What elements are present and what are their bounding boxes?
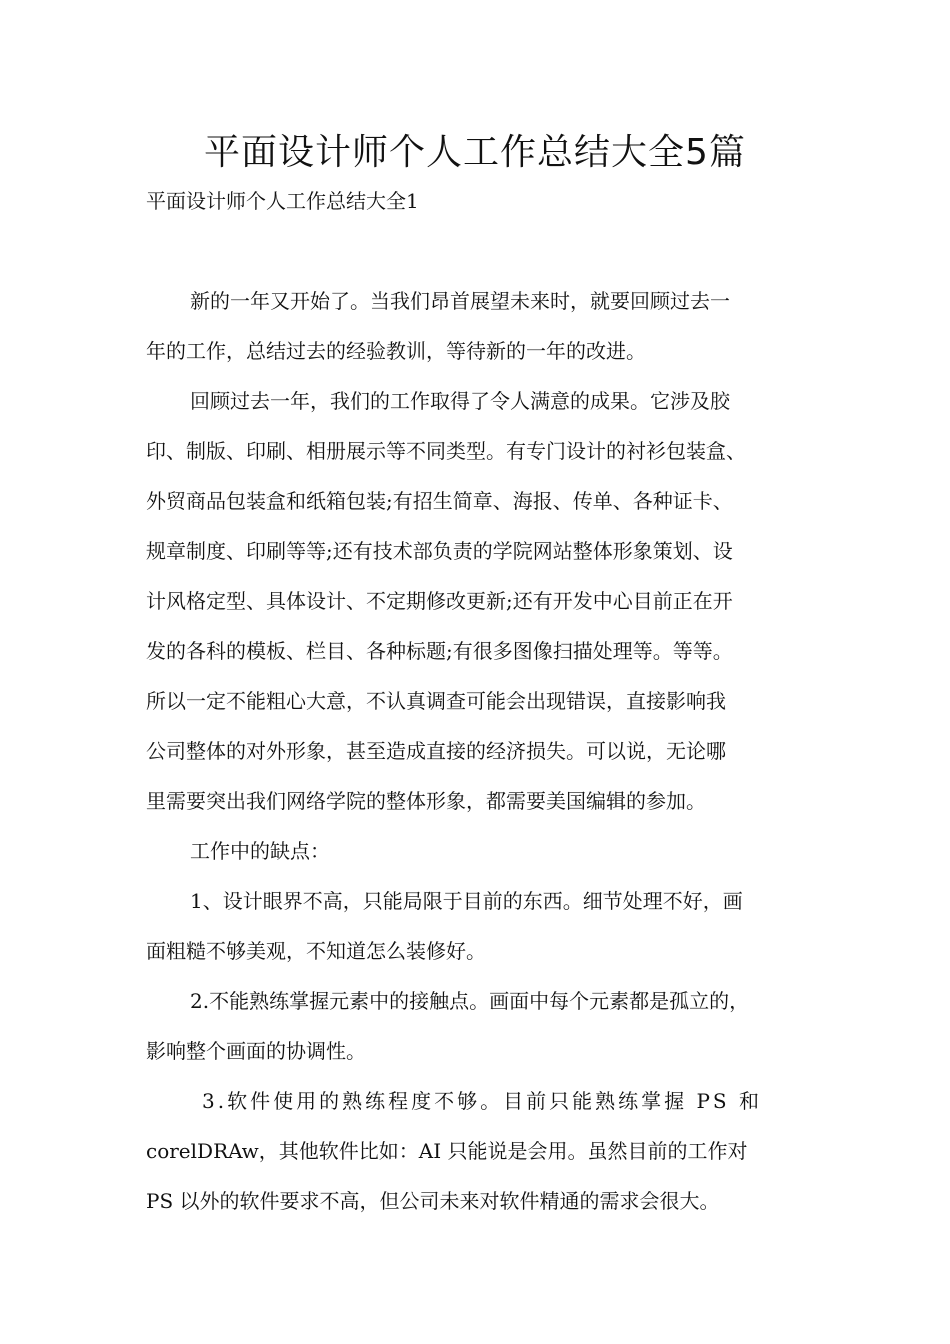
paragraph-line: 年的工作，总结过去的经验教训，等待新的一年的改进。 [146, 339, 646, 363]
paragraph-line: 新的一年又开始了。当我们昂首展望未来时，就要回顾过去一 [190, 289, 730, 313]
list-item-line: PS 以外的软件要求不高，但公司未来对软件精通的需求会很大。 [146, 1189, 720, 1213]
list-item-line: 2.不能熟练掌握元素中的接触点。画面中每个元素都是孤立的， [190, 989, 750, 1013]
paragraph-line: 发的各科的模板、栏目、各种标题;有很多图像扫描处理等。等等。 [146, 639, 733, 663]
paragraph-line: 里需要突出我们网络学院的整体形象，都需要美国编辑的参加。 [146, 789, 706, 813]
document-title: 平面设计师个人工作总结大全5篇 [204, 132, 746, 173]
list-item-line: 影响整个画面的协调性。 [146, 1039, 366, 1063]
list-item-line: 1、设计眼界不高，只能局限于目前的东西。细节处理不好，画 [190, 889, 743, 913]
list-item-line: corelDRAw，其他软件比如：AI 只能说是会用。虽然目前的工作对 [146, 1139, 748, 1163]
section-heading: 工作中的缺点： [190, 839, 330, 863]
paragraph-line: 回顾过去一年，我们的工作取得了令人满意的成果。它涉及胶 [190, 389, 730, 413]
list-item-line: 3.软件使用的熟练程度不够。目前只能熟练掌握 PS 和 [202, 1089, 762, 1113]
paragraph-line: 印、制版、印刷、相册展示等不同类型。有专门设计的衬衫包装盒、 [146, 439, 746, 463]
paragraph-line: 公司整体的对外形象，甚至造成直接的经济损失。可以说，无论哪 [146, 739, 726, 763]
document-subtitle: 平面设计师个人工作总结大全1 [146, 189, 419, 213]
paragraph-line: 规章制度、印刷等等;还有技术部负责的学院网站整体形象策划、设 [146, 539, 733, 563]
paragraph-line: 计风格定型、具体设计、不定期修改更新;还有开发中心目前正在开 [146, 589, 733, 613]
list-item-line: 面粗糙不够美观，不知道怎么装修好。 [146, 939, 486, 963]
paragraph-line: 外贸商品包装盒和纸箱包装;有招生简章、海报、传单、各种证卡、 [146, 489, 733, 513]
paragraph-line: 所以一定不能粗心大意，不认真调查可能会出现错误，直接影响我 [146, 689, 726, 713]
